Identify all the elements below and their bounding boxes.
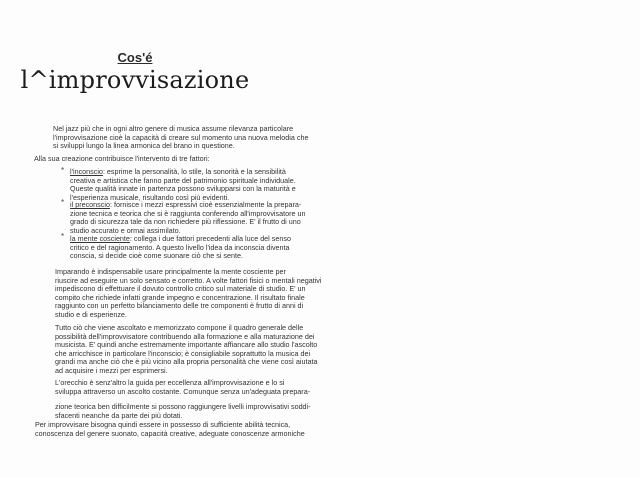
factor-term: la mente cosciente	[70, 234, 130, 243]
factor-term: l'inconscio	[70, 167, 103, 176]
page-title: l^improvvisazione	[20, 66, 250, 94]
text-line: raggiunto con un perfetto bilanciamento delle tre componenti è frutto di anni di	[55, 301, 304, 311]
factor-term: il preconscio	[70, 200, 110, 209]
paragraph-zione	[55, 403, 311, 420]
text-line: grado di sicurezza tale da non richiedere più riflessione. E' il frutto di uno	[70, 217, 301, 227]
paragraph-tutto	[55, 324, 318, 376]
factor-text: : esprime la personalità, lo stile, la sonorità e la sensibilità	[102, 167, 286, 176]
text-line: L'orecchio è senz'altro la guida per eccellenza all'improvvisazione e lo si	[55, 378, 285, 387]
text-line: Nel jazz più che in ogni altro genere di musica assume rilevanza particolare	[53, 124, 294, 133]
text-line: conscia, si decide cioè come suonare ciò che si sente.	[70, 251, 243, 261]
factor-text: : fornisce i mezzi espressivi cioè essenzialmente la prepara-	[109, 200, 302, 209]
text-line: creativa e artistica che fanno parte del patrimonio spirituale individuale.	[70, 175, 296, 185]
text-line: studio accurato e ormai assimilato.	[70, 225, 181, 235]
factor-item	[70, 235, 291, 261]
text-line: grandi ma anche ciò che è più vicino alla propria personalità che viene così aiutata	[55, 357, 318, 367]
text-line: sviluppa attraverso un ascolto costante. Comunque senza un'adeguata prepara-	[55, 386, 311, 396]
text-line: studio e di esperienze.	[55, 309, 127, 319]
paragraph-orecchio	[55, 379, 310, 396]
text-line: critico e del ragionamento. A questo livello l'idea da inconscia diventa	[70, 242, 290, 252]
text-line: zione tecnica e teorica che si è raggiunta conferendo all'improvvisatore un	[70, 208, 306, 218]
text-line: si sviluppi lungo la linea armonica del brano in questione.	[53, 141, 235, 151]
text-line: ad acquisire i mezzi per esprimersi.	[55, 365, 168, 375]
text-line: possibilità dell'improvvisatore contribuendo alla formazione e alla maturazione dei	[55, 331, 315, 341]
section-kicker: Cos'é	[117, 50, 153, 65]
bullet-asterisk: *	[61, 198, 65, 207]
text-line: sfacenti neanche da parte dei più dotati.	[55, 410, 183, 420]
text-line: impediscono di effettuare il dovuto controllo critico sul materiale di studio. E' un	[55, 284, 306, 294]
paragraph-imparando	[55, 268, 321, 320]
factor-item	[70, 201, 306, 235]
text-line: Tutto ciò che viene ascoltato e memorizzato compone il quadro generale delle	[55, 323, 304, 332]
text-line: Queste qualità innate in partenza possono svilupparsi con la maturità e	[70, 184, 296, 194]
text-line: compito che richiede infatti grande impegno e concentrazione. Il risultato finale	[55, 292, 305, 302]
text-line: l'esperienza musicale, risultando così più evidenti.	[70, 192, 230, 202]
text-line: che arricchisce in particolare l'inconscio; è consigliabile soprattutto la musica dei	[55, 348, 311, 358]
text-line: Per improvvisare bisogna quindi essere in possesso di sufficiente abilità tecnica,	[35, 420, 291, 429]
intro-paragraph	[53, 125, 308, 151]
paragraph-per	[35, 421, 305, 438]
factor-item	[70, 168, 296, 202]
text-line: Imparando è indispensabile usare principalmente la mente cosciente per	[55, 267, 286, 276]
factor-text: : collega i due fattori precedenti alla luce del senso	[129, 234, 291, 243]
text-line: musicista. E' quindi anche estremamente importante affiancare allo studio l'ascolto	[55, 340, 318, 350]
text-line: zione teorica ben difficilmente si possono raggiungere livelli improvvisativi soddi-	[55, 402, 311, 411]
lead-line: Alla sua creazione contribuisce l'intervento di tre fattori:	[34, 154, 210, 163]
text-line: riuscire ad eseguire un solo sensato e corretto. A volte fattori fisici o mentali negativi	[55, 275, 322, 285]
bullet-asterisk: *	[61, 166, 65, 175]
text-line: conoscenza del genere suonato, capacità creative, adeguate conoscenze armoniche	[35, 428, 305, 438]
text-line: l'improvvisazione cioè la capacità di creare sul momento una nuova melodia che	[53, 132, 309, 142]
bullet-asterisk: *	[61, 232, 65, 241]
